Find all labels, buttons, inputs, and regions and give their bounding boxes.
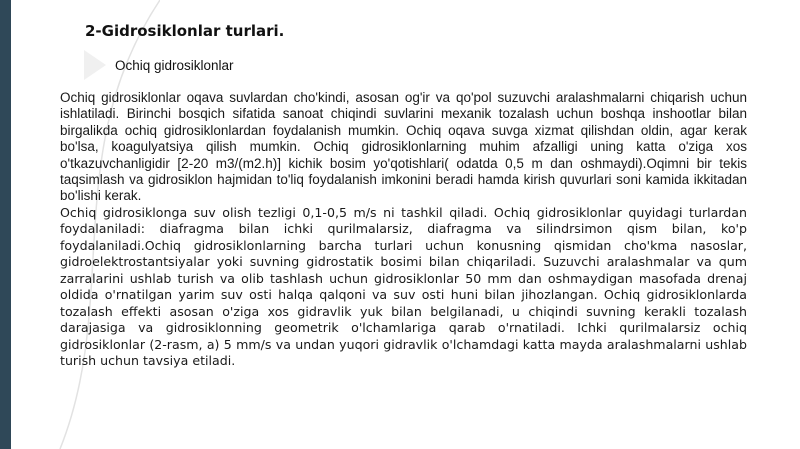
subtitle-arrow-shape: [84, 50, 106, 80]
subtitle-tab: [84, 50, 234, 80]
slide-body: [60, 90, 747, 370]
slide-subtitle: Ochiq gidrosiklonlar: [115, 57, 234, 73]
slide-title: 2-Gidrosiklonlar turlari.: [85, 22, 285, 40]
body-paragraph-1: Ochiq gidrosiklonlar oqava suvlardan cho'kindi, asosan og'ir va qo'pol suzuvchi aralashmalarni chiqarish uchun ishlatiladi. Birinchi bosqich sifatida sanoat chiqindi suvlarini mexanik tozalash uchun boshqa inshootlar bilan birgalikda ochiq gidrosiklonlardan foydalanish mumkin. Ochiq oqava suvga xizmat qilishdan oldin, agar kerak bo'lsa, koagulyatsiya qilish mumkin. Ochiq gidrosiklonlarning muhim afzalligi uning katta o'ziga xos o'tkazuvchanligidir [2-20 m3/(m2.h)] kichik bosim yo'qotishlari( odatda 0,5 m dan oshmaydi).Oqimni bir tekis taqsimlash va gidrosiklon hajmidan to'liq foydalanish imkonini beradi hamda kirish quvurlari soni kamida ikkitadan bo'lishi kerak.: [60, 90, 747, 204]
body-paragraph-2: Ochiq gidrosiklonga suv olish tezligi 0,1-0,5 m/s ni tashkil qiladi. Ochiq gidrosiklonlar quyidagi turlardan foydalaniladi: diafragma bilan ichki qurilmalarsiz, diafragma va silindrsimon qism bilan, ko'p foydalaniladi.Ochiq gidrosiklonlarning barcha turlari uchun konusning qismidan cho'kma nasoslar, gidroelektrostantsiyalar yoki suvning gidrostatik bosimi bilan chiqariladi. Suzuvchi aralashmalar va qum zarralarini ushlab turish va olib tashlash uchun gidrosiklonlar 50 mm dan oshmaydigan masofada drenaj oldida o'rnatilgan yarim suv osti halqa qalqoni va suv osti huni bilan jihozlangan. Ochiq gidrosiklonlarda tozalash effekti asosan o'ziga xos gidravlik yuk bilan belgilanadi, u chiqindi suvning kerakli tozalash darajasiga va gidrosiklonning geometrik o'lchamlariga qarab o'rnatiladi. Ichki qurilmalarsiz ochiq gidrosiklonlar (2-rasm, a) 5 mm/s va undan yuqori gidravlik o'lchamdagi katta mayda aralashmalarni ushlab turish uchun tavsiya etiladi.: [60, 204, 747, 369]
